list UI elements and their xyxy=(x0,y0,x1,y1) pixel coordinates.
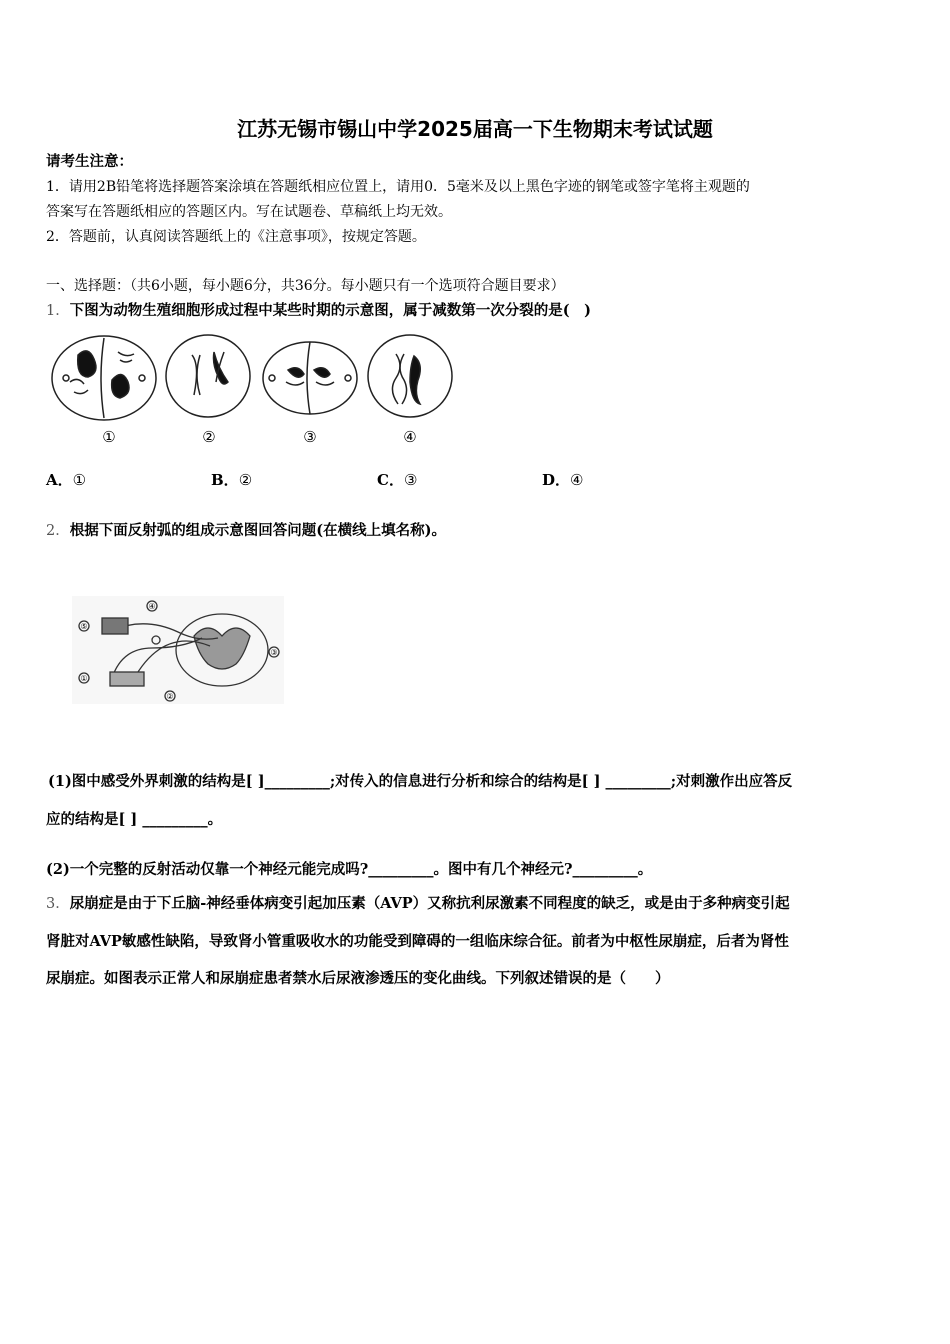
section-1-heading: 一、选择题：（共6小题，每小题6分，共36分。每小题只有一个选项符合题目要求） xyxy=(46,278,565,294)
question-1-stem: 下图为动物生殖细胞形成过程中某些时期的示意图，属于减数第一次分裂的是( ) xyxy=(69,302,591,319)
option-b-letter: B． xyxy=(211,471,239,489)
diagram-label-2: ② xyxy=(166,692,174,701)
option-c-text: ③ xyxy=(403,471,418,489)
question-2-number: 2． xyxy=(46,523,70,539)
question-3-number: 3． xyxy=(46,896,70,912)
figure-label-2: ② xyxy=(202,428,216,446)
option-d-text: ④ xyxy=(570,471,584,489)
page-title: 江苏无锡市锡山中学2025届高一下生物期末考试试题 xyxy=(237,117,713,141)
cell-diagram-1 xyxy=(52,336,156,420)
option-a-letter: A． xyxy=(46,471,73,489)
diagram-label-3: ③ xyxy=(270,648,278,657)
figure-label-1: ① xyxy=(102,428,116,446)
question-2-sub-1-line-2: 应的结构是[ ] _________。 xyxy=(46,811,223,828)
notice-item-1-line-2: 答案写在答题纸相应的答题区内。写在试题卷、草稿纸上均无效。 xyxy=(46,204,452,220)
option-d-letter: D． xyxy=(542,471,571,489)
question-2-sub-1-line-1: (1)图中感受外界刺激的结构是[ ]_________;对传入的信息进行分析和综合的结构是[ ] _________;对刺激作出应答反 xyxy=(48,773,793,790)
figure-label-4: ④ xyxy=(403,428,417,446)
question-3-line-3: 尿崩症。如图表示正常人和尿崩症患者禁水后尿液渗透压的变化曲线。下列叙述错误的是（ ） xyxy=(46,970,670,987)
question-1-number: 1． xyxy=(46,303,70,319)
diagram-label-5: ⑤ xyxy=(80,622,88,631)
question-2-stem: 根据下面反射弧的组成示意图回答问题(在横线上填名称)。 xyxy=(69,522,446,539)
option-c[interactable] xyxy=(377,469,417,490)
question-2-sub-2: (2)一个完整的反射活动仅靠一个神经元能完成吗?_________。图中有几个神经元?_________。 xyxy=(46,861,653,878)
figure-label-3: ③ xyxy=(303,428,317,446)
notice-heading: 请考生注意： xyxy=(46,153,133,170)
question-3-text-1: 尿崩症是由于下丘脑-神经垂体病变引起加压素（AVP）又称抗利尿激素不同程度的缺乏，或是由于多种病变引起 xyxy=(69,895,790,912)
cell-diagram-2 xyxy=(166,335,250,417)
cell-diagram-3 xyxy=(263,342,357,414)
cell-division-figure xyxy=(48,330,458,425)
question-2 xyxy=(46,521,446,541)
question-1 xyxy=(46,301,591,321)
notice-item-1-line-1: 1．请用2B铅笔将选择题答案涂填在答题纸相应位置上，请用0．5毫米及以上黑色字迹的钢笔或签字笔将主观题的 xyxy=(46,179,750,195)
option-b[interactable] xyxy=(211,469,252,490)
diagram-label-4: ④ xyxy=(148,602,156,611)
option-a[interactable] xyxy=(46,469,86,490)
question-3-line-2: 肾脏对AVP敏感性缺陷，导致肾小管重吸收水的功能受到障碍的一组临床综合征。前者为中枢性尿崩症，后者为肾性 xyxy=(46,933,789,950)
option-b-text: ② xyxy=(238,471,253,489)
reflex-arc-diagram xyxy=(72,596,284,704)
option-c-letter: C． xyxy=(377,471,404,489)
diagram-label-1: ① xyxy=(80,674,88,683)
cell-diagram-4 xyxy=(368,335,452,417)
question-3-line-1 xyxy=(46,894,790,914)
notice-item-2: 2．答题前，认真阅读答题纸上的《注意事项》，按规定答题。 xyxy=(46,229,426,245)
option-d[interactable] xyxy=(542,469,583,490)
option-a-text: ① xyxy=(72,471,87,489)
